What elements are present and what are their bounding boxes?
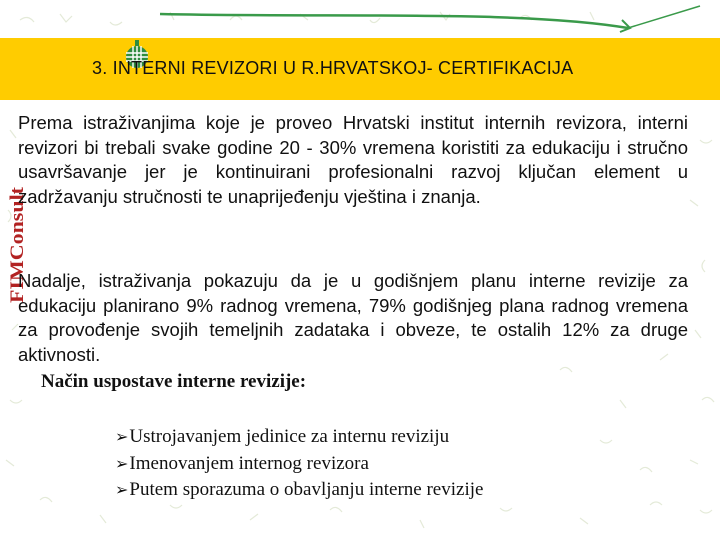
list-item <box>115 477 483 504</box>
list-item <box>115 424 483 451</box>
section-heading: Način uspostave interne revizije: <box>41 371 307 392</box>
method-list <box>115 424 483 504</box>
arrow-bullet-icon: ➢ <box>115 480 129 499</box>
list-item-text: Putem sporazuma o obavljanju interne revizije <box>129 479 484 500</box>
arrow-bullet-icon: ➢ <box>115 427 129 446</box>
slide-title: 3. INTERNI REVIZORI U R.HRVATSKOJ- CERTIFIKACIJA <box>92 58 574 78</box>
list-item <box>115 451 483 478</box>
paragraph-research: Prema istraživanjima koje je proveo Hrvatski institut internih revizora, interni revizori bi trebali svake godine 20 - 30% vremena koristiti za edukaciju i stručno usavršavanje jer je kontinuirani profesionalni razvoj ključan element u zadržavanju stručnosti te unaprijeđenju vještina i znanja. <box>18 112 688 207</box>
side-brand-text: FIMConsult <box>7 202 28 303</box>
paragraph-plan: Nadalje, istraživanja pokazuju da je u godišnjem planu interne revizije za edukaciju planirano 9% radnog vremena, 79% godišnjeg plana radnog vremena za provođenje svojih temeljnih zadataka i obveze, te ostalih 12% za druge aktivnosti. <box>18 270 688 365</box>
list-item-text: Imenovanjem internog revizora <box>129 452 369 474</box>
arrow-bullet-icon: ➢ <box>115 453 129 473</box>
list-item-text: Ustrojavanjem jedinice za internu reviziju <box>129 426 450 447</box>
